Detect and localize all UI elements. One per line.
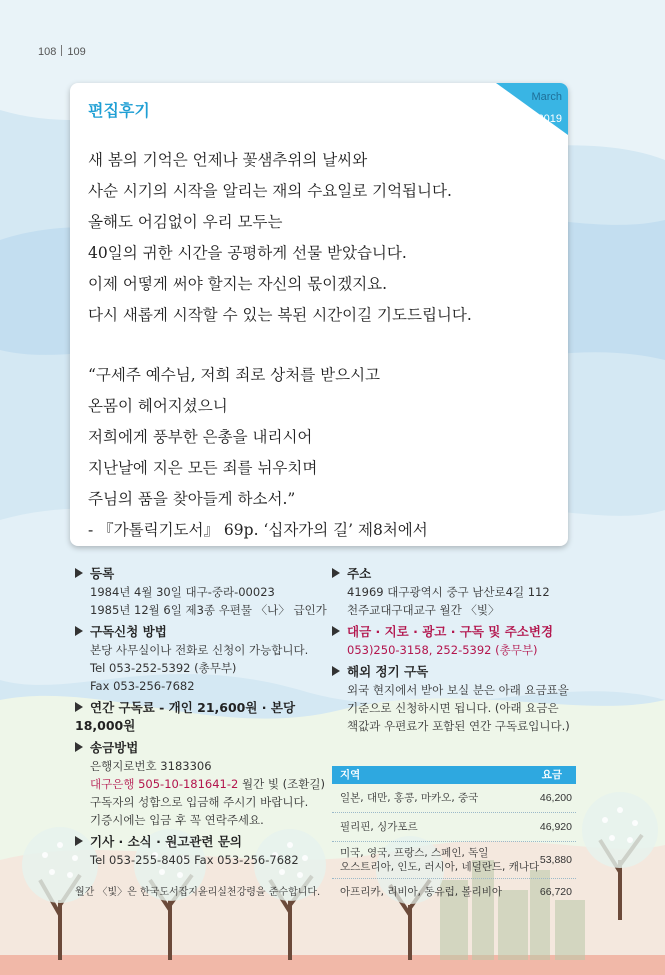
- bank-account: [75, 775, 335, 793]
- overseas-heading: 해외 정기 구독: [332, 663, 592, 681]
- prayer-line: “구세주 예수님, 저희 죄로 상처를 받으시고: [88, 366, 381, 384]
- triangle-bullet-icon: [332, 666, 340, 676]
- table-row: [332, 879, 576, 905]
- editorial-card: [70, 83, 568, 546]
- subscription-heading: 구독신청 방법: [75, 623, 335, 641]
- address-heading: 주소: [332, 565, 592, 583]
- remittance-line: 구독자의 성함으로 입금해 주시기 바랍니다.: [90, 795, 309, 809]
- prayer-line: 주님의 품을 찾아들게 하소서.”: [88, 490, 296, 508]
- rate-region: 일본, 대만, 홍콩, 마카오, 중국: [340, 792, 479, 804]
- prayer-source: - 『가톨릭기도서』 69p. ‘십자가의 길’ 제8처에서: [88, 521, 428, 539]
- table-row: [332, 842, 576, 879]
- ethics-note: 월간 〈빛〉은 한국도서잡지윤리실천강령을 준수합니다.: [75, 887, 321, 898]
- payment-change-heading: 대금 · 지로 · 광고 · 구독 및 주소변경: [332, 623, 592, 641]
- registration-line: 1984년 4월 30일 대구-중라-00023: [90, 585, 275, 599]
- page-number-right: 109: [67, 46, 86, 58]
- prayer-line: 저희에게 풍부한 은총을 내리시어: [88, 428, 313, 446]
- rate-header-price: 요금: [541, 769, 562, 781]
- triangle-bullet-icon: [75, 702, 83, 712]
- rate-header-region: 지역: [340, 769, 361, 781]
- rate-region: 아프리카, 리비아, 동유럽, 볼리비아: [340, 886, 503, 898]
- info-right-column: [332, 561, 592, 735]
- page-numbers: [38, 45, 86, 58]
- remittance-line: 기증시에는 입금 후 꼭 연락주세요.: [90, 813, 264, 827]
- articles-contact: Tel 053-255-8405 Fax 053-256-7682: [90, 853, 299, 867]
- bank-account-number: 대구은행 505-10-181641-2: [90, 777, 239, 791]
- triangle-bullet-icon: [75, 626, 83, 636]
- registration-heading: 등록: [75, 565, 335, 583]
- address-line: 41969 대구광역시 중구 남산로4길 112: [347, 585, 550, 599]
- card-title: 편집후기: [88, 101, 150, 120]
- body-line: 다시 새롭게 시작할 수 있는 복된 시간이길 기도드립니다.: [88, 306, 472, 324]
- rate-table-header: [332, 766, 576, 784]
- triangle-bullet-icon: [75, 836, 83, 846]
- info-left-column: [75, 561, 335, 869]
- body-line: 올해도 어김없이 우리 모두는: [88, 213, 283, 231]
- address-line: 천주교대구대교구 월간 〈빛〉: [347, 603, 500, 617]
- rate-price: 66,720: [539, 886, 572, 898]
- prayer-line: 지난날에 지은 모든 죄를 뉘우치며: [88, 459, 318, 477]
- overseas-line: 기준으로 신청하시면 됩니다. (아래 요금은: [347, 701, 559, 715]
- triangle-bullet-icon: [332, 626, 340, 636]
- registration-line: 1985년 12월 6일 제3종 우편물 〈나〉 급인가: [90, 603, 327, 617]
- subscription-fax: Fax 053-256-7682: [90, 679, 195, 693]
- table-row: [332, 813, 576, 842]
- remittance-heading: 송금방법: [75, 739, 335, 757]
- triangle-bullet-icon: [75, 568, 83, 578]
- body-line: 40일의 귀한 시간을 공평하게 선물 받았습니다.: [88, 244, 407, 262]
- body-line: 이제 어떻게 써야 할지는 자신의 몫이겠지요.: [88, 275, 388, 293]
- overseas-line: 외국 현지에서 받아 보실 분은 아래 요금표을: [347, 683, 569, 697]
- articles-heading: 기사 · 소식 · 원고관련 문의: [75, 833, 335, 851]
- annual-fee-heading: 연간 구독료 - 개인 21,600원 · 본당 18,000원: [75, 700, 296, 733]
- rate-region: 미국, 영국, 프랑스, 스페인, 독일 오스트리아, 인도, 러시아, 네덜란드, 캐나다: [340, 847, 540, 873]
- bank-account-holder: 월간 빛 (조환길): [238, 777, 325, 791]
- giro-number: 은행지로번호 3183306: [90, 759, 212, 773]
- payment-change-phone: 053)250-3158, 252-5392 (총무부): [347, 643, 538, 657]
- rate-price: 46,200: [539, 792, 572, 804]
- body-line: 사순 시기의 시작을 알리는 재의 수요일로 기억됩니다.: [88, 182, 452, 200]
- rate-price: 46,920: [539, 821, 572, 833]
- prayer-line: 온몸이 헤어지셨으니: [88, 397, 228, 415]
- triangle-bullet-icon: [332, 568, 340, 578]
- subscription-tel: Tel 053-252-5392 (총무부): [90, 661, 237, 675]
- overseas-line: 책값과 우편료가 포함된 연간 구독료입니다.): [347, 719, 570, 733]
- issue-year: 2019: [537, 113, 562, 125]
- paragraph-gap: [88, 331, 558, 360]
- issue-month: March: [531, 91, 562, 103]
- rate-region: 필리핀, 싱가포르: [340, 821, 418, 833]
- table-row: [332, 784, 576, 813]
- subscription-line: 본당 사무실이나 전화로 신청이 가능합니다.: [90, 643, 309, 657]
- rate-price: 53,880: [539, 854, 572, 866]
- triangle-bullet-icon: [75, 742, 83, 752]
- body-line: 새 봄의 기억은 언제나 꽃샘추위의 날씨와: [88, 151, 368, 169]
- overseas-rate-table: [332, 766, 576, 905]
- editorial-body: [88, 145, 558, 546]
- page-number-divider: [61, 45, 62, 56]
- page-number-left: 108: [38, 46, 57, 58]
